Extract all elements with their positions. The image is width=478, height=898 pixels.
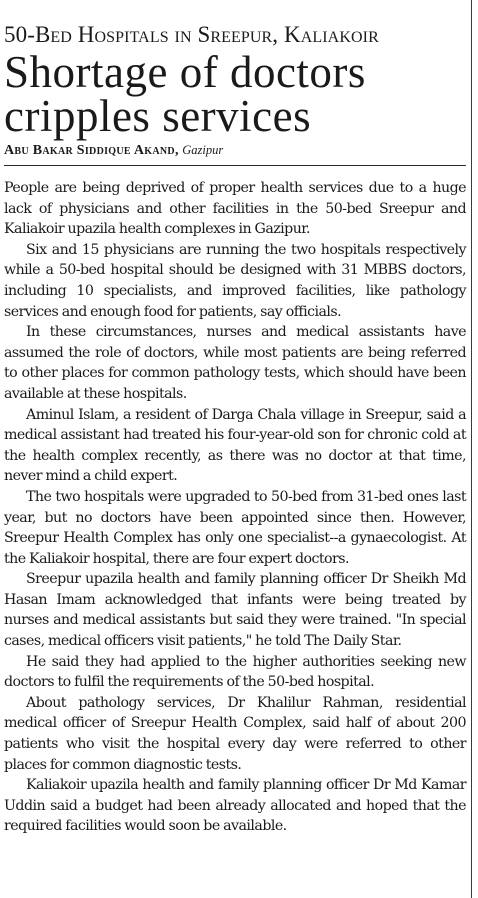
article-kicker: 50-Bed Hospitals in Sreepur, Kaliakoir (4, 22, 379, 47)
column-rule (471, 0, 472, 898)
headline-line-1: Shortage of doctors (4, 47, 366, 97)
body-paragraph: People are being deprived of proper health services due to a huge lack of physicians and other facilities in the 50-bed Sreepur and Kaliakoir upazila health complexes in Gazipur. (4, 180, 466, 238)
article-byline (4, 142, 466, 159)
news-article (4, 22, 466, 837)
body-paragraph: He said they had applied to the higher authorities seeking new doctors to fulfil the requirements of the 50-bed hospital. (4, 653, 466, 691)
body-paragraph: The two hospitals were upgraded to 50-bed from 31-bed ones last year, but no doctors have been appointed since then. However, Sreepur Health Complex has only one specialist--a gynaecologist. At the Kaliakoir hospital, there are four expert doctors. (4, 488, 466, 567)
article-headline (4, 47, 466, 141)
body-paragraph: Aminul Islam, a resident of Darga Chala village in Sreepur, said a medical assistant had treated his four-year-old son for chronic cold at the health complex recently, as there was no doctor at that time, never mind a child expert. (4, 406, 466, 485)
body-paragraph: In these circumstances, nurses and medical assistants have assumed the role of doctors, while most patients are being referred to other places for common pathology tests, which should have been available at these hospitals. (4, 324, 466, 402)
body-paragraph: Six and 15 physicians are running the two hospitals respectively while a 50-bed hospital should be designed with 31 MBBS doctors, including 10 specialists, and improved facilities, like pathology services and enough food for patients, say officials. (4, 241, 466, 320)
byline-place: Gazipur (182, 143, 224, 157)
body-paragraph: Sreepur upazila health and family planning officer Dr Sheikh Md Hasan Imam acknowledged that infants were being treated by nurses and medical assistants but said they were trained. "In special cases, medical officers visit patients," he told The Daily Star. (4, 571, 466, 650)
body-paragraph: About pathology services, Dr Khalilur Rahman, residential medical officer of Sreepur Health Complex, said half of about 200 patients who visit the hospital every day were referred to other places for common diagnostic tests. (4, 694, 466, 773)
byline-divider (4, 165, 466, 166)
article-body (4, 178, 466, 837)
headline-line-2: cripples services (4, 91, 312, 141)
body-paragraph: Kaliakoir upazila health and family planning officer Dr Md Kamar Uddin said a budget had been already allocated and hoped that the required facilities would soon be available. (4, 777, 466, 835)
byline-author: Abu Bakar Siddique Akand, (4, 143, 179, 158)
